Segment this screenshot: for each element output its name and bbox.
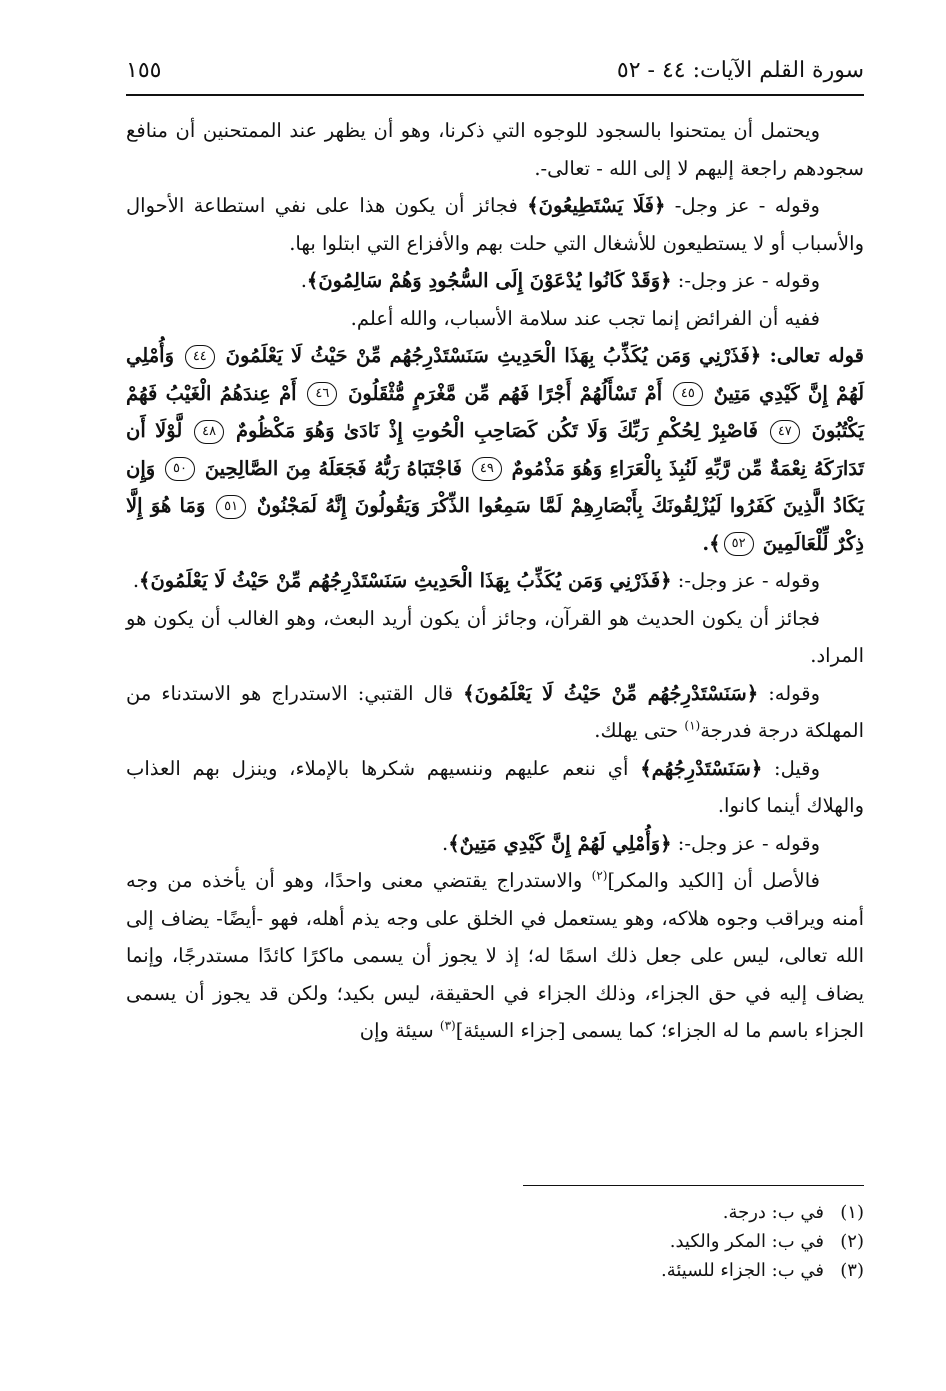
- ayah-number: ٤٩: [472, 457, 502, 481]
- paragraph-6: فجائز أن يكون الحديث هو القرآن، وجائز أن يكون أريد البعث، وهو الغالب أن يكون هو المراد.: [126, 606, 864, 667]
- paragraph-1: ويحتمل أن يمتحنوا بالسجود للوجوه التي ذكرنا، وهو أن يظهر عند الممتحنين أن منافع سجودهم راجعة إليهم لا إلى الله - تعالى-.: [126, 119, 864, 180]
- page-body: [126, 112, 864, 1050]
- page-number: ١٥٥: [126, 57, 162, 83]
- ayah-number: ٥٢: [724, 532, 754, 556]
- footnote-number: (١): [840, 1202, 864, 1223]
- footnote-number: (٢): [840, 1231, 864, 1252]
- ayah-number: ٥٠: [165, 457, 195, 481]
- verse-block: قوله تعالى: ﴿فَذَرْنِي وَمَن يُكَذِّبُ بِهَذَا الْحَدِيثِ سَنَسْتَدْرِجُهُم مِّنْ حَيْثُ لَا يَعْلَمُونَ ٤٤ وَأُمْلِي لَهُمْ إِنَّ كَيْدِي مَتِينٌ ٤٥ أَمْ تَسْأَلُهُمْ أَجْرًا فَهُم مِّن مَّغْرَمٍ مُّثْقَلُونَ ٤٦ أَمْ عِندَهُمُ الْغَيْبُ فَهُمْ يَكْتُبُونَ ٤٧ فَاصْبِرْ لِحُكْمِ رَبِّكَ وَلَا تَكُن كَصَاحِبِ الْحُوتِ إِذْ نَادَىٰ وَهُوَ مَكْظُومٌ ٤٨ لَّوْلَا أَن تَدَارَكَهُ نِعْمَةٌ مِّن رَّبِّهِ لَنُبِذَ بِالْعَرَاءِ وَهُوَ مَذْمُومٌ ٤٩ فَاجْتَبَاهُ رَبُّهُ فَجَعَلَهُ مِنَ الصَّالِحِينَ ٥٠ وَإِن يَكَادُ الَّذِينَ كَفَرُوا لَيُزْلِقُونَكَ بِأَبْصَارِهِمْ لَمَّا سَمِعُوا الذِّكْرَ وَيَقُولُونَ إِنَّهُ لَمَجْنُونٌ ٥١ وَمَا هُوَ إِلَّا ذِكْرٌ لِّلْعَالَمِينَ ٥٢﴾.: [126, 344, 865, 555]
- page-header: [126, 50, 864, 90]
- paragraph-5: وقوله - عز وجل-: ﴿فَذَرْنِي وَمَن يُكَذِّبُ بِهَذَا الْحَدِيثِ سَنَسْتَدْرِجُهُم مِّنْ حَيْثُ لَا يَعْلَمُونَ﴾.: [132, 569, 820, 592]
- footnote-1: [126, 1198, 864, 1227]
- footnote-ref[interactable]: (٣): [439, 1018, 456, 1033]
- paragraph-8: وقيل: ﴿سَنَسْتَدْرِجُهُم﴾ أي ننعم عليهم وننسيهم شكرها بالإملاء، وينزل بهم العذاب والهلاك أينما كانوا.: [126, 756, 864, 817]
- verse-label: قوله تعالى:: [761, 344, 864, 367]
- ayah-number: ٥١: [216, 495, 246, 519]
- quran-quote: ﴿فَذَرْنِي وَمَن يُكَذِّبُ بِهَذَا الْحَدِيثِ سَنَسْتَدْرِجُهُم مِّنْ حَيْثُ لَا يَعْلَمُونَ﴾: [139, 569, 672, 592]
- ayah-number: ٤٤: [185, 345, 215, 369]
- footnote-ref[interactable]: (١): [684, 718, 701, 733]
- paragraph-2: وقوله - عز وجل- ﴿فَلَا يَسْتَطِيعُونَ﴾ فجائز أن يكون هذا على نفي استطاعة الأحوال والأسباب أو لا يستطيعون للأشغال التي حلت بهم والأفزاع التي ابتلوا بها.: [126, 194, 864, 255]
- running-title: سورة القلم الآيات: ٤٤ - ٥٢: [616, 57, 864, 83]
- paragraph-4: ففيه أن الفرائض إنما تجب عند سلامة الأسباب، والله أعلم.: [350, 306, 820, 330]
- paragraph-9: وقوله - عز وجل-: ﴿وَأُمْلِي لَهُمْ إِنَّ كَيْدِي مَتِينٌ﴾.: [442, 831, 820, 855]
- paragraph-10: فالأصل أن [الكيد والمكر]$^{(٢)}$ والاستدراج يقتضي معنى واحدًا، وهو أن يأخذه من وجه أمنه ويراقب وجوه هلاكه، وهو يستعمل في الخلق على وجه يذم أهله، فهو -أيضًا- يضاف إلى الله تعالى، ليس على جعل ذلك اسمًا له؛ إذ لا يجوز أن يسمى ماكرًا كائدًا مستدرجًا، وإنما يضاف إليه في حق الجزاء، وذلك الجزاء في الحقيقة، ليس بكيد؛ ولكن قد يجوز أن يسمى الجزاء باسم ما له الجزاء؛ كما يسمى [جزاء السيئة]$^{(٣)}$ سيئة وإن: [126, 868, 864, 1042]
- paragraph-3: وقوله - عز وجل-: ﴿وَقَدْ كَانُوا يُدْعَوْنَ إِلَى السُّجُودِ وَهُمْ سَالِمُونَ﴾.: [300, 269, 820, 292]
- ayah-number: ٤٧: [770, 420, 800, 444]
- footnote-3: [126, 1256, 864, 1285]
- footnote-number: (٣): [840, 1260, 864, 1281]
- ayah-number: ٤٦: [307, 382, 337, 406]
- footnote-2: [126, 1227, 864, 1256]
- quran-quote: ﴿سَنَسْتَدْرِجُهُم مِّنْ حَيْثُ لَا يَعْلَمُونَ﴾: [463, 681, 759, 705]
- quran-quote: ﴿وَأُمْلِي لَهُمْ إِنَّ كَيْدِي مَتِينٌ﴾: [448, 831, 672, 855]
- paragraph-7: وقوله: ﴿سَنَسْتَدْرِجُهُم مِّنْ حَيْثُ لَا يَعْلَمُونَ﴾ قال القتبي: الاستدراج هو الاستدناء من المهلكة درجة فدرجة$^{(١)}$ حتى يهلك.: [126, 681, 864, 742]
- footnote-text: في ب: درجة.: [722, 1202, 824, 1223]
- footnote-text: في ب: المكر والكيد.: [669, 1231, 824, 1252]
- footnote-text: في ب: الجزاء للسيئة.: [660, 1260, 824, 1281]
- footnote-rule: [523, 1185, 864, 1186]
- header-rule: [126, 94, 864, 96]
- quran-quote: ﴿وَقَدْ كَانُوا يُدْعَوْنَ إِلَى السُّجُودِ وَهُمْ سَالِمُونَ﴾: [306, 269, 672, 292]
- footnote-ref[interactable]: (٢): [591, 868, 608, 883]
- quran-quote: ﴿فَلَا يَسْتَطِيعُونَ﴾: [527, 194, 666, 217]
- footnotes: [126, 1198, 864, 1285]
- quran-quote: ﴿سَنَسْتَدْرِجُهُم﴾: [640, 756, 763, 780]
- ayah-number: ٤٥: [673, 382, 703, 406]
- ayah-number: ٤٨: [194, 420, 224, 444]
